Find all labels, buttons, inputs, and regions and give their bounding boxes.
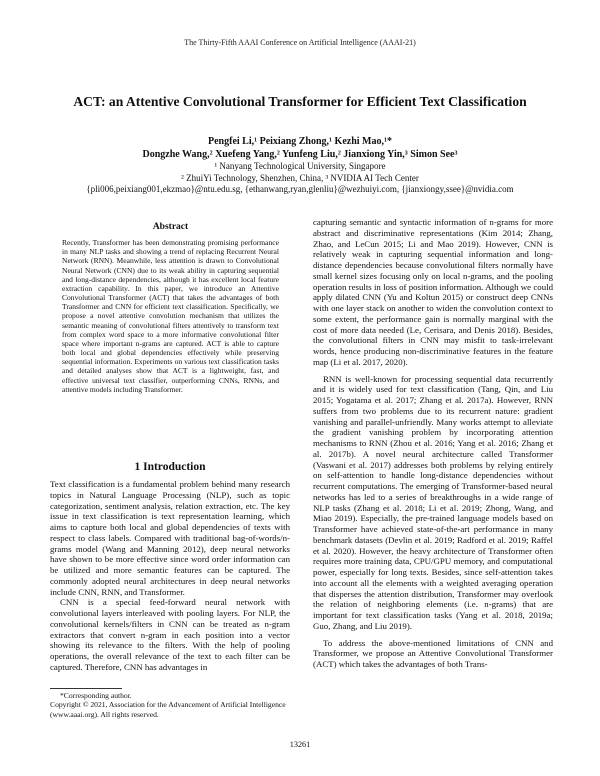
footnote <box>50 691 290 719</box>
author-names-line-2: Dongzhe Wang,² Xuefeng Yang,² Yunfeng Liu,² Jianxiong Yin,³ Simon See³ <box>142 149 458 161</box>
right-paragraph-2: RNN is well-known for processing sequential data recurrently and it is widely used for text classification (Tang, Qin, and Liu 2015; Yogatama et al. 2017; Zhang et al. 2017a). However, RNN suffers from two problems due to its recurrent nature: gradient vanishing and parallel-unfriendly. Many works attempt to alleviate the gradient vanishing problem by incorporating attention mechanisms to RNN (Zhou et al. 2016; Yang et al. 2016; Zhang et al. 2017b). A novel neural architecture called Transformer (Vaswani et al. 2017) addresses both problems by relying entirely on self-attention to handle long-distance dependencies without recurrent computations. The emerging of Transformer-based neural networks has led to a series of breakthroughs in a wide range of NLP tasks (Zhang et al. 2018; Li et al. 2019; Zhong, Wang, and Miao 2019). Especially, the pre-trained language models based on Transformer have achieved state-of-the-art performance in many benchmark datasets (Devlin et al. 2019; Radford et al. 2019; Raffel et al. 2020). However, the heavy architecture of Transformer often requires more training data, CPU/GPU memory, and computational power, especially for long texts. Besides, since self-attention takes into account all the elements with a weighted averaging operation that disperses the attention distribution, Transformer may overlook the relation of neighboring elements (i.e. n-grams) that are important for text classification tasks (Yang et al. 2018, 2019a; Guo, Zhang, and Liu 2019). <box>313 373 553 631</box>
page-number: 13261 <box>289 740 311 749</box>
footnote-divider <box>50 688 122 689</box>
right-paragraph-1: capturing semantic and syntactic information of n-grams for more abstract and discriminative representations (Kim 2014; Zhang, Zhao, and LeCun 2015; Li and Mao 2019). However, CNN is relatively weak in capturing sequential information and long-distance dependencies because convolutional filters normally have small kernel sizes focusing only on local n-grams, and the pooling operation results in loss of position information. Although we could apply dilated CNN (Yu and Koltun 2015) or construct deep CNNs with one layer stack on another to widen the convolution context to some extent, the performance gain is normally marginal with the cost of more data needed (Le, Cerisara, and Denis 2018). Besides, the convolutional filters in CNN may misfit to task-irrelevant words, hence producing non-discriminative features in the feature map (Li et al. 2017, 2020). <box>313 217 553 367</box>
corresponding-author-note: *Corresponding author. <box>60 691 132 700</box>
intro-paragraph-1: Text classification is a fundamental problem behind many research topics in Natural Language Processing (NLP), such as topic categorization, sentiment analysis, relation extraction, etc. The key issue in text classification is text representation learning, which aims to capture both local and global dependencies of texts with respect to class labels. Compared with traditional bag-of-words/n-grams model (Wang and Manning 2012), deep neural networks have shown to be more effective since word order information can be utilized and more semantic features can be captured. The commonly adopted neural architectures in deep neural networks include CNN, RNN, and Transformer. <box>50 479 290 597</box>
right-column-body <box>313 217 553 670</box>
author-names-line-1: Pengfei Li,¹ Peixiang Zhong,¹ Kezhi Mao,¹* <box>208 136 392 147</box>
affiliation-1: ¹ Nanyang Technological University, Singapore <box>214 161 386 172</box>
abstract-text: Recently, Transformer has been demonstrating promising performance in many NLP tasks and showing a trend of replacing Recurrent Neural Network (RNN). Meanwhile, less attention is drawn to Convolutional Neural Network (CNN) due to its weak ability in capturing sequential and long-distance dependencies, although it has excellent local feature extraction capability. In this paper, we introduce an Attentive Convolutional Transformer (ACT) that takes the advantages of both Transformer and CNN for efficient text classification. Specifically, we propose a novel attentive convolution mechanism that utilizes the semantic meaning of convolutional filters attentively to transform text from complex word space to a more informative convolutional filter space where important n-grams are captured. ACT is able to capture both local and global dependencies effectively while preserving sequential information. Experiments on various text classification tasks and detailed analyses show that ACT is a lightweight, fast, and effective universal text classifier, outperforming CNNs, RNNs, and attentive models including Transformer. <box>62 238 279 394</box>
author-emails: {pli006,peixiang001,ekzmao}@ntu.edu.sg, {ethanwang,ryan,glenliu}@wezhuiyi.com, {jianxiongy,ssee}@nvidia.com <box>86 184 514 195</box>
left-column-body <box>50 479 290 673</box>
intro-paragraph-2: CNN is a special feed-forward neural network with convolutional layers interleaved with pooling layers. For NLP, the convolutional kernels/filters in CNN can be treated as n-gram extractors that convert n-gram in each position into a vector showing its relevance to the filters. With the help of pooling operations, the overall relevance of the text to each filter can be captured. Therefore, CNN has advantages in <box>50 597 290 672</box>
right-paragraph-3: To address the above-mentioned limitations of CNN and Transformer, we propose an Attentive Convolutional Transformer (ACT) which takes the advantages of both Trans- <box>313 637 553 669</box>
abstract-heading: Abstract <box>152 222 189 232</box>
abstract <box>62 223 279 394</box>
author-block <box>40 135 560 196</box>
running-head: The Thirty-Fifth AAAI Conference on Artificial Intelligence (AAAI-21) <box>184 38 416 47</box>
affiliation-2: ² ZhuiYi Technology, Shenzhen, China, ³ NVIDIA AI Tech Center <box>181 172 419 183</box>
paper-title: ACT: an Attentive Convolutional Transformer for Efficient Text Classification <box>73 94 527 109</box>
section-heading-introduction: 1 Introduction <box>134 461 206 473</box>
copyright-notice: Copyright © 2021, Association for the Advancement of Artificial Intelligence (www.aaai.org). All rights reserved. <box>50 700 286 719</box>
